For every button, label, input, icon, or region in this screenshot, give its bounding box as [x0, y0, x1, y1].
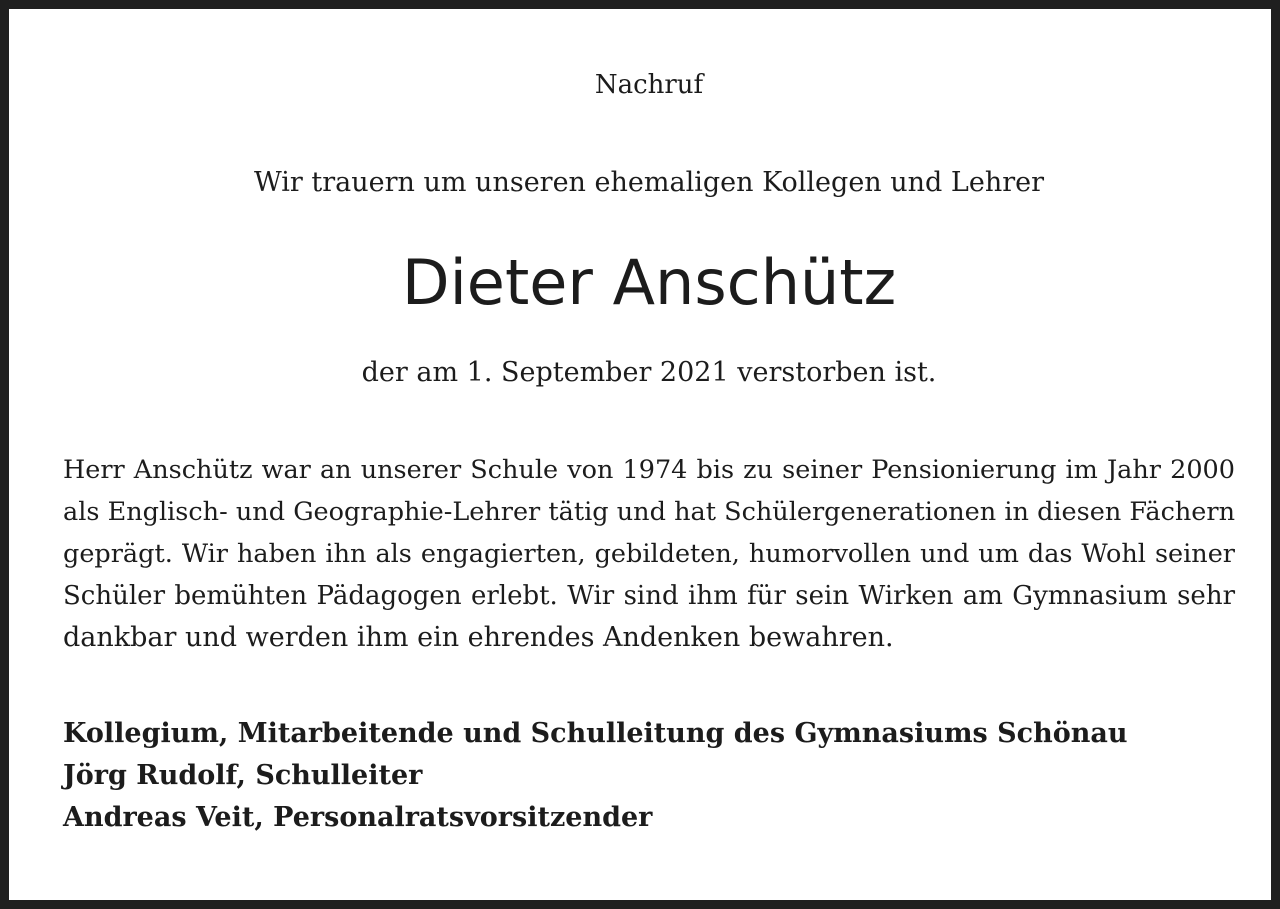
signature-block	[63, 713, 1127, 839]
deceased-name: Dieter Anschütz	[401, 246, 897, 319]
body-line: geprägt. Wir haben ihn als engagierten, gebildeten, humorvollen und um das Wohl seiner	[63, 539, 1235, 569]
body-line: dankbar und werden ihm ein ehrendes Andenken bewahren.	[63, 622, 894, 653]
body-line: Herr Anschütz war an unserer Schule von 1974 bis zu seiner Pensionierung im Jahr 2000	[63, 455, 1235, 485]
signature-line: Jörg Rudolf, Schulleiter	[63, 760, 423, 791]
body-paragraph	[63, 449, 1235, 659]
notice-heading: Nachruf	[594, 70, 704, 100]
intro-line: Wir trauern um unseren ehemaligen Kollegen und Lehrer	[253, 167, 1044, 198]
body-line: Schüler bemühten Pädagogen erlebt. Wir sind ihm für sein Wirken am Gymnasium sehr	[63, 581, 1235, 611]
date-line: der am 1. September 2021 verstorben ist.	[361, 357, 937, 388]
signature-line: Andreas Veit, Personalratsvorsitzender	[63, 802, 653, 833]
signature-line: Kollegium, Mitarbeitende und Schulleitung des Gymnasiums Schönau	[63, 718, 1128, 749]
body-line: als Englisch- und Geographie-Lehrer tätig und hat Schülergenerationen in diesen Fächern	[63, 497, 1235, 527]
